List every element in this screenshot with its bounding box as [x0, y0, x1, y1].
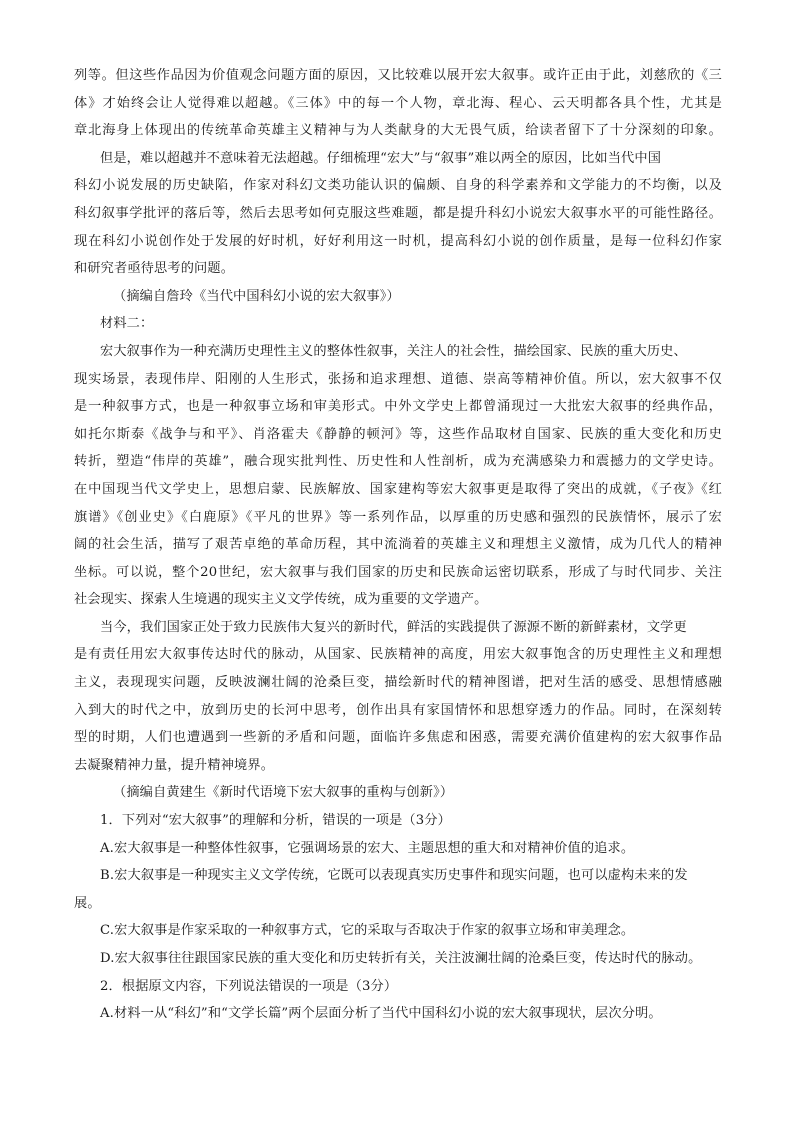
paragraph-line: 社会现实、探索人生境遇的现实主义文学传统，成为重要的文学遗产。	[74, 592, 488, 608]
paragraph-line: 现实场景，表现伟岸、阳刚的人生形式，张扬和追求理想、道德、崇高等精神价值。所以，宏大叙事不仅	[74, 371, 722, 387]
answer-option: C.宏大叙事是作家采取的一种叙事方式，它的采取与否取决于作家的叙事立场和审美理念。	[100, 923, 635, 939]
source-citation: （摘编自詹玲《当代中国科幻小说的宏大叙事》）	[113, 288, 400, 304]
answer-option: D.宏大叙事往往跟国家民族的重大变化和历史转折有关，关注波澜壮阔的沧桑巨变，传达时代的脉动。	[100, 951, 702, 966]
answer-option: A.材料一从“科幻”和“文学长篇”两个层面分析了当代中国科幻小说的宏大叙事现状，层次分明。	[100, 1006, 662, 1022]
paragraph-line: 现在科幻小说创作处于发展的好时机，好好利用这一时机，提高科幻小说的创作质量，是每一位科幻作家	[74, 233, 722, 249]
paragraph-line: 宏大叙事作为一种充满历史理性主义的整体性叙事，关注人的社会性，描绘国家、民族的重大历史、	[100, 343, 687, 359]
paragraph-line: 体》才始终会让人觉得难以超越。《三体》中的每一个人物，章北海、程心、云天明都各具个性，尤其是	[74, 95, 722, 111]
paragraph-line: 旗谱》《创业史》《白鹿原》《平凡的世界》等一系列作品，以厚重的历史感和强烈的民族情怀，展示了宏	[74, 509, 722, 525]
paragraph-line: 转折，塑造“伟岸的英雄”，融合现实批判性、历史性和人性剖析，成为充满感染力和震撼力的文学史诗。	[74, 454, 722, 470]
answer-option-continued: 展。	[74, 895, 101, 911]
question-stem: 2．根据原文内容，下列说法错误的一项是（3分）	[100, 978, 398, 994]
paragraph-line: 科幻叙事学批评的落后等，然后去思考如何克服这些难题，都是提升科幻小说宏大叙事水平的可能性路径。	[74, 205, 722, 221]
paragraph-line: 是有责任用宏大叙事传达时代的脉动，从国家、民族精神的高度，用宏大叙事饱含的历史理性主义和理想	[74, 647, 722, 663]
paragraph-line: 如托尔斯泰《战争与和平》、肖洛霍夫《静静的顿河》等，这些作品取材自国家、民族的重大变化和历史	[74, 426, 722, 442]
section-heading: 材料二：	[100, 316, 154, 332]
answer-option: B.宏大叙事是一种现实主义文学传统，它既可以表现真实历史事件和现实问题，也可以虚构未来的发	[100, 868, 688, 884]
paragraph-line: 在中国现当代文学史上，思想启蒙、民族解放、国家建构等宏大叙事更是取得了突出的成就，《子夜》《红	[74, 481, 722, 497]
source-citation: （摘编自黄建生《新时代语境下宏大叙事的重构与创新》）	[113, 785, 454, 801]
paragraph-line: 当今，我们国家正处于致力民族伟大复兴的新时代，鲜活的实践提供了源源不断的新鲜素材，文学更	[100, 619, 687, 635]
paragraph-line: 章北海身上体现出的传统革命英雄主义精神与为人类献身的大无畏气质，给读者留下了十分深刻的印象。	[74, 123, 722, 139]
paragraph-line: 和研究者亟待思考的问题。	[74, 261, 235, 277]
paragraph-line: 列等。但这些作品因为价值观念问题方面的原因，又比较难以展开宏大叙事。或许正由于此，刘慈欣的《三	[74, 68, 722, 83]
paragraph-line: 坐标。可以说，整个20世纪，宏大叙事与我们国家的历史和民族命运密切联系，形成了与时代同步、关注	[74, 564, 722, 580]
paragraph-line: 主义，表现现实问题，反映波澜壮阔的沧桑巨变，描绘新时代的精神图谱，把对生活的感受、思想情感融	[74, 675, 722, 691]
paragraph-line: 是一种叙事方式，也是一种叙事立场和审美形式。中外文学史上都曾涌现过一大批宏大叙事的经典作品，	[74, 399, 722, 415]
paragraph-line: 阔的社会生活，描写了艰苦卓绝的革命历程，其中流淌着的英雄主义和理想主义激情，成为几代人的精神	[74, 537, 722, 553]
document-page	[74, 62, 722, 1028]
question-stem: 1．下列对“宏大叙事”的理解和分析，错误的一项是（3分）	[100, 813, 451, 829]
paragraph-line: 科幻小说发展的历史缺陷，作家对科幻文类功能认识的偏颇、自身的科学素养和文学能力的不均衡，以及	[74, 178, 722, 194]
paragraph-line: 入到大的时代之中，放到历史的长河中思考，创作出具有家国情怀和思想穿透力的作品。同时，在深刻转	[74, 702, 722, 718]
paragraph-line: 去凝聚精神力量，提升精神境界。	[74, 757, 275, 773]
paragraph-line: 但是，难以超越并不意味着无法超越。仔细梳理“宏大”与“叙事”难以两全的原因，比如当代中国	[100, 150, 662, 166]
paragraph-line: 型的时期，人们也遭遇到一些新的矛盾和问题，面临许多焦虑和困惑，需要充满价值建构的宏大叙事作品	[74, 730, 722, 746]
answer-option: A.宏大叙事是一种整体性叙事，它强调场景的宏大、主题思想的重大和对精神价值的追求。	[100, 840, 635, 856]
